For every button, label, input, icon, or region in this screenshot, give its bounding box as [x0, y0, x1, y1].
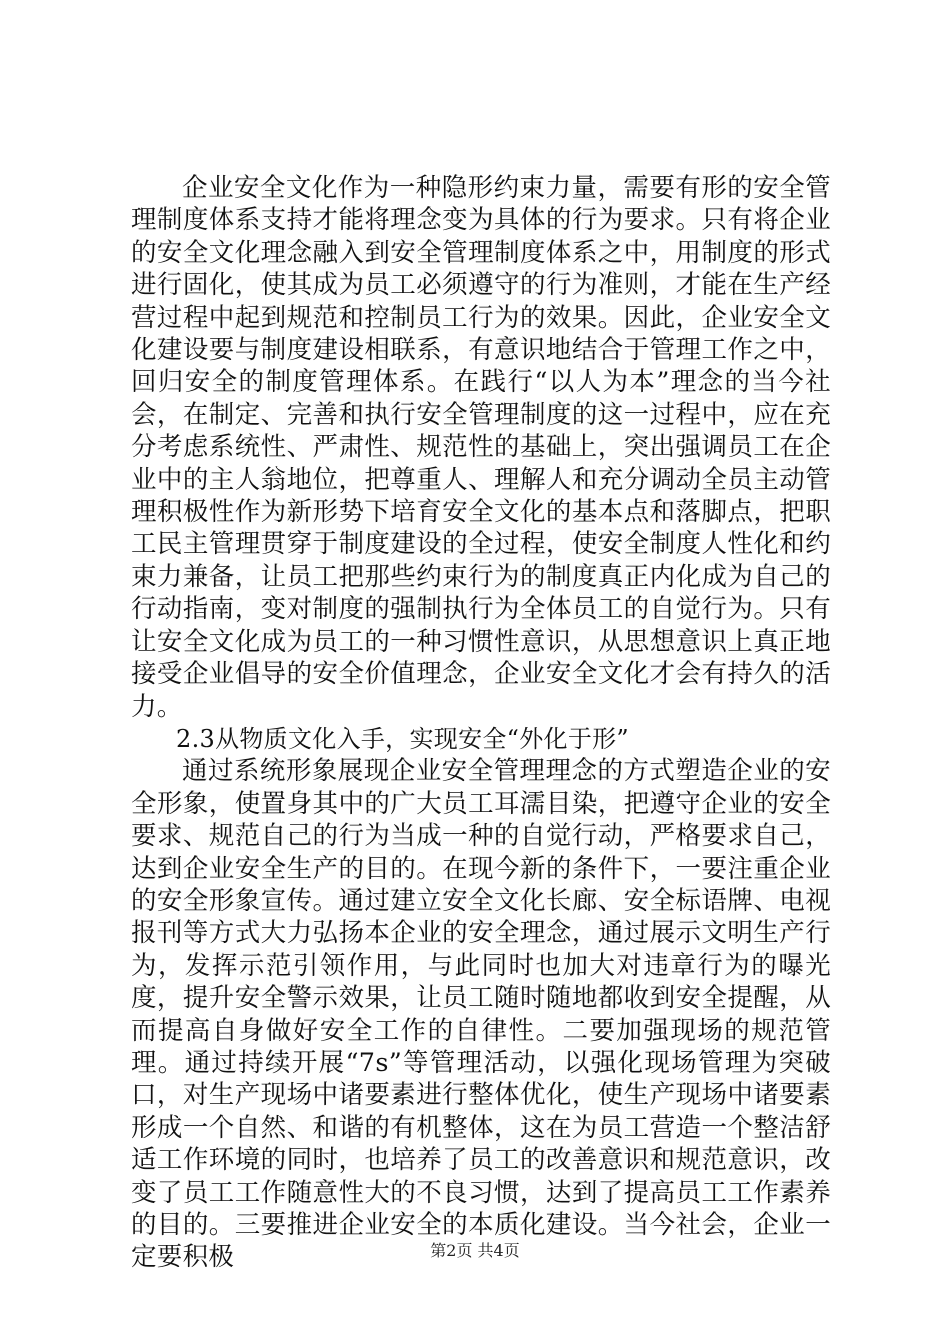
document-body — [131, 172, 831, 1274]
paragraph-safety-culture-system: 企业安全文化作为一种隐形约束力量，需要有形的安全管理制度体系支持才能将理念变为具体的行为要求。只有将企业的安全文化理念融入到安全管理制度体系之中，用制度的形式进行固化，使其成为员工必须遵守的行为准则，才能在生产经营过程中起到规范和控制员工行为的效果。因此，企业安全文化建设要与制度建设相联系，有意识地结合于管理工作之中，回归安全的制度管理体系。在践行“以人为本”理念的当今社会，在制定、完善和执行安全管理制度的这一过程中，应在充分考虑系统性、严肃性、规范性的基础上，突出强调员工在企业中的主人翁地位，把尊重人、理解人和充分调动全员主动管理积极性作为新形势下培育安全文化的基本点和落脚点，把职工民主管理贯穿于制度建设的全过程，使安全制度人性化和约束力兼备，让员工把那些约束行为的制度真正内化成为自己的行动指南，变对制度的强制执行为全体员工的自觉行为。只有让安全文化成为员工的一种习惯性意识，从思想意识上真正地接受企业倡导的安全价值理念，企业安全文化才会有持久的活力。 — [131, 173, 831, 722]
page-number-footer: 第2页 共4页 — [430, 1241, 520, 1260]
section-heading: 2.3从物质文化入手，实现安全“外化于形” — [176, 724, 630, 753]
paragraph-material-culture: 通过系统形象展现企业安全管理理念的方式塑造企业的安全形象，使置身其中的广大员工耳濡目染，把遵守企业的安全要求、规范自己的行为当成一种的自觉行动，严格要求自己，达到企业安全生产的目的。在现今新的条件下，一要注重企业的安全形象宣传。通过建立安全文化长廊、安全标语牌、电视报刊等方式大力弘扬本企业的安全理念，通过展示文明生产行为，发挥示范引领作用，与此同时也加大对违章行为的曝光度，提升安全警示效果，让员工随时随地都收到安全提醒，从而提高自身做好安全工作的自律性。二要加强现场的规范管理。通过持续开展“7s”等管理活动，以强化现场管理为突破口，对生产现场中诸要素进行整体优化，使生产现场中诸要素形成一个自然、和谐的有机整体，这在为员工营造一个整洁舒适工作环境的同时，也培养了员工的改善意识和规范意识，改变了员工工作随意性大的不良习惯，达到了提高员工工作素养的目的。三要推进企业安全的本质化建设。当今社会，企业一定要积极 — [131, 756, 831, 1273]
